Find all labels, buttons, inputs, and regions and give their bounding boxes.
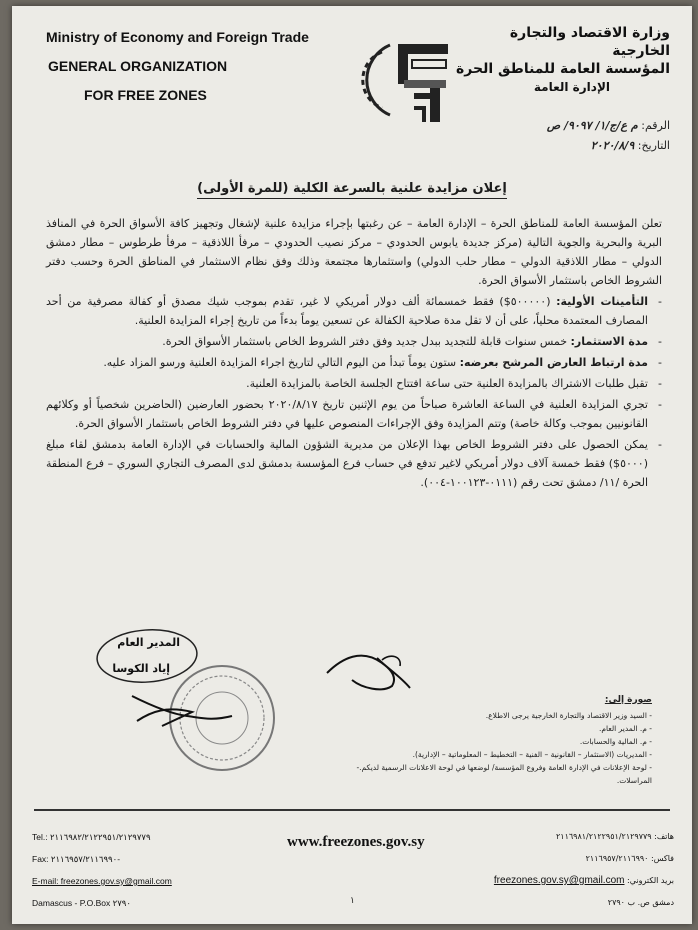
bullet-item: - التأمينات الأولية: (٥٠٠٠٠٠$) فقط خمسمائة ألف دولار أمريكي لا غير، تقدم بموجب شيك مصدق أو كفالة مصرفية من أحد المصارف المعتمدة محلياً، على أن لا تقل مدة صلاحية الكفالة عن تسعين يوماً بدءاً من تاريخ إجراء المزايدة العلنية. (46, 292, 662, 330)
director-title: المدير العام (117, 636, 180, 649)
director-stamp-and-signature (92, 626, 292, 776)
bullet-item: - مدة ارتباط العارض المرشح بعرضه: ستون يوماً تبدأ من اليوم التالي لتاريخ اجراء المزايدة العلنية ورسو المزاد عليه. (46, 353, 662, 372)
footer-contact-en (32, 826, 262, 914)
ref-number: م ع/ج/١/ ٩٠٩٧/ ص (546, 119, 638, 132)
free-zones-logo-icon (360, 30, 460, 130)
reference-block (547, 116, 670, 156)
cc-list (332, 694, 652, 787)
footer-email-ar[interactable]: freezones.gov.sy@gmail.com (493, 875, 625, 886)
english-letterhead (46, 30, 356, 117)
footer-address: Damascus - P.O.Box ٢٧٩٠ (32, 898, 131, 908)
footer-address-ar: دمشق ص. ب ٢٧٩٠ (607, 898, 674, 907)
ministry-name-ar: وزارة الاقتصاد والتجارة الخارجية (509, 25, 670, 59)
footer-contact-ar (424, 826, 674, 914)
cc-item: - م. المالية والحسابات. (579, 737, 652, 746)
director-name: إياد الكوسا (112, 662, 170, 675)
footer-fax: Fax: ٢١١٦٩٥٧/٢١١٦٩٩٠- (32, 854, 121, 864)
arabic-letterhead (450, 24, 670, 96)
bullet-item: - تقبل طلبات الاشتراك بالمزايدة العلنية حتى ساعة افتتاح الجلسة الخاصة بالمزايدة العلنية. (46, 374, 662, 393)
announcement-body (46, 214, 662, 492)
cc-item: - م. المدير العام. (598, 724, 652, 733)
footer-email[interactable]: E-mail: freezones.gov.sy@gmail.com (32, 876, 172, 886)
cc-item: - لوحة الإعلانات في الإدارة العامة وفروع المؤسسة/ لوضعها في لوحة الاعلانات الرسمية لديكم.- المراسلات. (356, 763, 652, 785)
bullet-item: - تجري المزايدة العلنية في الساعة العاشرة صباحاً من يوم الإثنين تاريخ ٢٠٢٠/٨/١٧ بحضور العارضين (الحاضرين شخصياً أو وكلائهم القانونيين بموجب وكالة خاصة) وتتم المزايدة وفق الإجراءات المنصوص عليها في دفتر الشروط الخاص باستثمار الأسواق الحرة. (46, 395, 662, 433)
footer-email-label-ar: بريد الكتروني: (627, 876, 674, 885)
document-page (12, 6, 692, 924)
bullet-item: - يمكن الحصول على دفتر الشروط الخاص بهذا الإعلان من مديرية الشؤون المالية والحسابات في الإدارة العامة بدمشق لقاء مبلغ (٥٠٠٠$) فقط خمسة آلاف دولار أمريكي لاغير تدفع في حساب فرع المؤسسة بدمشق لدى المصرف التجاري السوري – فرع المنطقة الحرة /١١/ دمشق تحت رقم (٠١١١-١٠٠١٢٣-٠٠٤). (46, 435, 662, 492)
organization-name-ar: المؤسسة العامة للمناطق الحرة (456, 61, 670, 77)
announcement-title: إعلان مزايدة علنية بالسرعة الكلية (للمرة الأولى) (12, 181, 692, 196)
organization-name-en: GENERAL ORGANIZATION (48, 58, 228, 74)
general-administration-ar: الإدارة العامة (533, 80, 610, 94)
cc-item: - السيد وزير الاقتصاد والتجارة الخارجية يرجى الاطلاع. (485, 711, 652, 720)
footer-divider (34, 809, 670, 811)
intro-paragraph: تعلن المؤسسة العامة للمناطق الحرة – الإدارة العامة – عن رغبتها بإجراء مزايدة علنية لإشغال وتجهيز كافة الأسواق الحرة في المنافذ البرية والبحرية والجوية التالية (مركز جديدة يابوس الحدودي – مركز نصيب الحدودي – مرفأ اللاذقية – مرفأ طرطوس – مطار دمشق الدولي – مطار اللاذقية الدولي – مطار حلب الدولي) واستثمارها مجتمعة وذلك وفق نظام الاستثمار في المناطق الحرة وحسب دفتر الشروط الخاص باستثمار الأسواق الحرة. (46, 217, 662, 287)
ministry-name-en: Ministry of Economy and Foreign Trade (46, 29, 309, 45)
cc-title: صورة إلى: (604, 695, 652, 705)
footer-fax-ar: فاكس: ٢١١٦٩٥٧/٢١١٦٩٩٠ (585, 854, 674, 863)
cc-item: - المديريات (الاستثمار – القانونية – الفنية – التخطيط – المعلوماتية – الإدارية). (412, 750, 652, 759)
bullet-item: - مدة الاستثمار: خمس سنوات قابلة للتجديد ببدل جديد وفق دفتر الشروط الخاص باستثمار الأسواق الحرة. (46, 332, 662, 351)
handwritten-signature-icon (322, 638, 412, 698)
date-value: ٢٠٢٠/٨/٩ (590, 139, 635, 152)
ref-label: الرقم: (641, 119, 670, 132)
page-number: ١ (350, 896, 355, 906)
date-label: التاريخ: (637, 139, 670, 152)
footer-tel-ar: هاتف: ٢١١٦٩٨١/٢١٢٢٩٥١/٢١٢٩٧٧٩ (555, 832, 674, 841)
footer-tel: Tel.: ٢١١٦٩٨٢/٢١٢٢٩٥١/٢١٢٩٧٧٩ (32, 832, 151, 842)
organization-subname-en: FOR FREE ZONES (84, 87, 207, 103)
website-link[interactable]: www.freezones.gov.sy (287, 834, 425, 850)
